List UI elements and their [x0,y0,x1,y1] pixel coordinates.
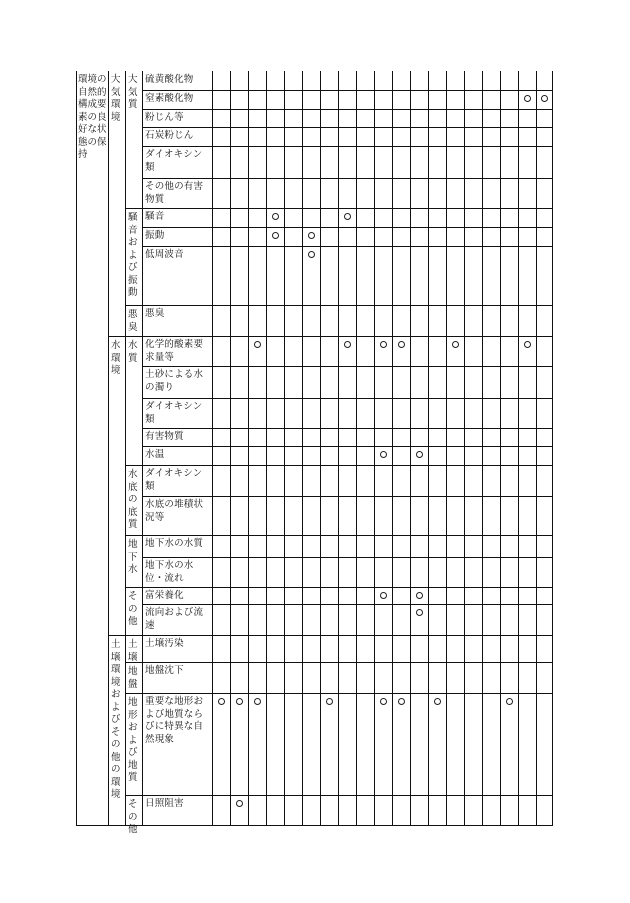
item-row-line [142,146,552,147]
item-label: 流向および流速 [145,607,204,631]
circle-mark [344,213,351,220]
mark-column-line [392,71,393,825]
item-row-line [142,90,552,91]
circle-mark [524,95,531,102]
circle-mark [398,698,405,705]
item-label: 土壌汚染 [145,638,184,649]
item-row-line [142,428,552,429]
subcategory-groundwater: 地下水 [128,539,138,575]
item-row-line [142,465,552,466]
item-row-line [142,446,552,447]
item-label: 低周波音 [145,249,184,260]
item-label: 振動 [145,230,165,241]
subcategory-sediment: 水底の底質 [128,469,138,530]
mark-column-line [212,71,213,825]
circle-mark [380,451,387,458]
item-row-line [142,535,552,536]
circle-mark [218,698,225,705]
category-soil: 土壌環境およびその他の環境 [111,639,121,800]
circle-mark [380,341,387,348]
subcategory-separator [125,71,126,825]
subcategory-line [125,305,142,306]
item-row-line [142,127,552,128]
item-label: 富栄養化 [145,590,184,601]
item-label: 硫黄酸化物 [145,74,194,85]
circle-mark [344,341,351,348]
circle-mark [434,698,441,705]
item-row-line [142,305,552,306]
item-label: 窒素酸化物 [145,93,194,104]
item-label: 悪臭 [145,308,165,319]
table-border-left [76,71,77,825]
item-label: ダイオキシン類 [145,468,203,492]
subcategory-line [125,535,142,536]
category-water: 水環境 [111,340,121,376]
item-label: 石炭粉じん [145,130,194,141]
item-label: 日照阻害 [145,798,184,809]
mark-column-line [428,71,429,825]
circle-mark [398,341,405,348]
mark-column-line [518,71,519,825]
circle-mark [380,592,387,599]
circle-mark [416,592,423,599]
circle-mark [416,451,423,458]
table-border-bottom [76,825,553,826]
circle-mark [236,800,243,807]
subcategory-ground: 地盤 [128,666,138,690]
circle-mark [380,698,387,705]
mark-column-line [230,71,231,825]
mark-column-line [446,71,447,825]
item-label: 有害物質 [145,431,184,442]
mark-column-line [464,71,465,825]
item-label: 粉じん等 [145,112,184,123]
mark-column-line [284,71,285,825]
category-separator [108,71,109,825]
circle-mark [254,698,261,705]
item-row-line [142,587,552,588]
item-label: ダイオキシン類 [145,401,203,425]
subcategory-water-quality: 水質 [128,340,138,364]
mark-column-line [338,71,339,825]
subcategory-line [125,336,142,337]
subcategory-soil: 土壌 [128,639,138,663]
category-line [108,336,125,337]
category-air: 大気環境 [111,74,121,123]
item-row-line [142,227,552,228]
mark-column-line [482,71,483,825]
item-label: その他の有害物質 [145,181,204,205]
subcategory-noise: 騒音および振動 [128,212,138,298]
item-label: 重要な地形および地質ならびに特異な自然現象 [145,696,204,745]
item-row-line [142,496,552,497]
item-row-line [142,109,552,110]
item-row-line [142,635,552,636]
circle-mark [272,213,279,220]
item-row-line [142,604,552,605]
item-row-line [142,662,552,663]
item-label: 化学的酸素要求量等 [145,339,204,363]
item-label: 水温 [145,449,165,460]
item-label: 地下水の水位・流れ [145,560,194,584]
mark-column-line [536,71,537,825]
circle-mark [236,698,243,705]
item-row-line [142,366,552,367]
subcategory-line [125,795,142,796]
subcategory-line [125,587,142,588]
item-row-line [142,208,552,209]
circle-mark [308,232,315,239]
item-row-line [142,693,552,694]
circle-mark [452,341,459,348]
subcategory-line [125,693,142,694]
mark-column-line [302,71,303,825]
item-row-line [142,178,552,179]
circle-mark [308,251,315,258]
item-row-line [142,557,552,558]
circle-mark [272,232,279,239]
item-label: 土砂による水の濁り [145,369,204,393]
item-label: 水底の堆積状況等 [145,499,204,523]
mark-column-line [552,71,553,825]
circle-mark [541,95,548,102]
item-row-line [142,246,552,247]
subcategory-line [125,635,142,636]
subcategory-line [125,465,142,466]
circle-mark [506,698,513,705]
mark-column-line [356,71,357,825]
item-row-line [142,336,552,337]
item-row-line [142,795,552,796]
subcategory-odor: 悪臭 [128,309,138,333]
circle-mark [326,698,333,705]
mark-column-line [248,71,249,825]
mark-column-line [266,71,267,825]
item-label: ダイオキシン類 [145,149,203,173]
mark-column-line [320,71,321,825]
mark-column-line [410,71,411,825]
item-row-line [142,398,552,399]
category-line [108,635,125,636]
item-label: 地下水の水質 [145,538,204,549]
circle-mark [416,609,423,616]
category-main: 環境の自然的構成要素の良好な状態の保持 [78,74,107,160]
label-separator [142,71,143,825]
subcategory-terrain: 地形および地質 [128,697,138,783]
subcategory-soil-other: その他 [128,799,138,835]
subcategory-line [125,208,142,209]
item-label: 騒音 [145,211,165,222]
item-label: 地盤沈下 [145,665,184,676]
circle-mark [524,341,531,348]
mark-column-line [500,71,501,825]
circle-mark [254,341,261,348]
subcategory-water-other: その他 [128,591,138,627]
mark-column-line [374,71,375,825]
subcategory-air-quality: 大気質 [128,74,138,110]
